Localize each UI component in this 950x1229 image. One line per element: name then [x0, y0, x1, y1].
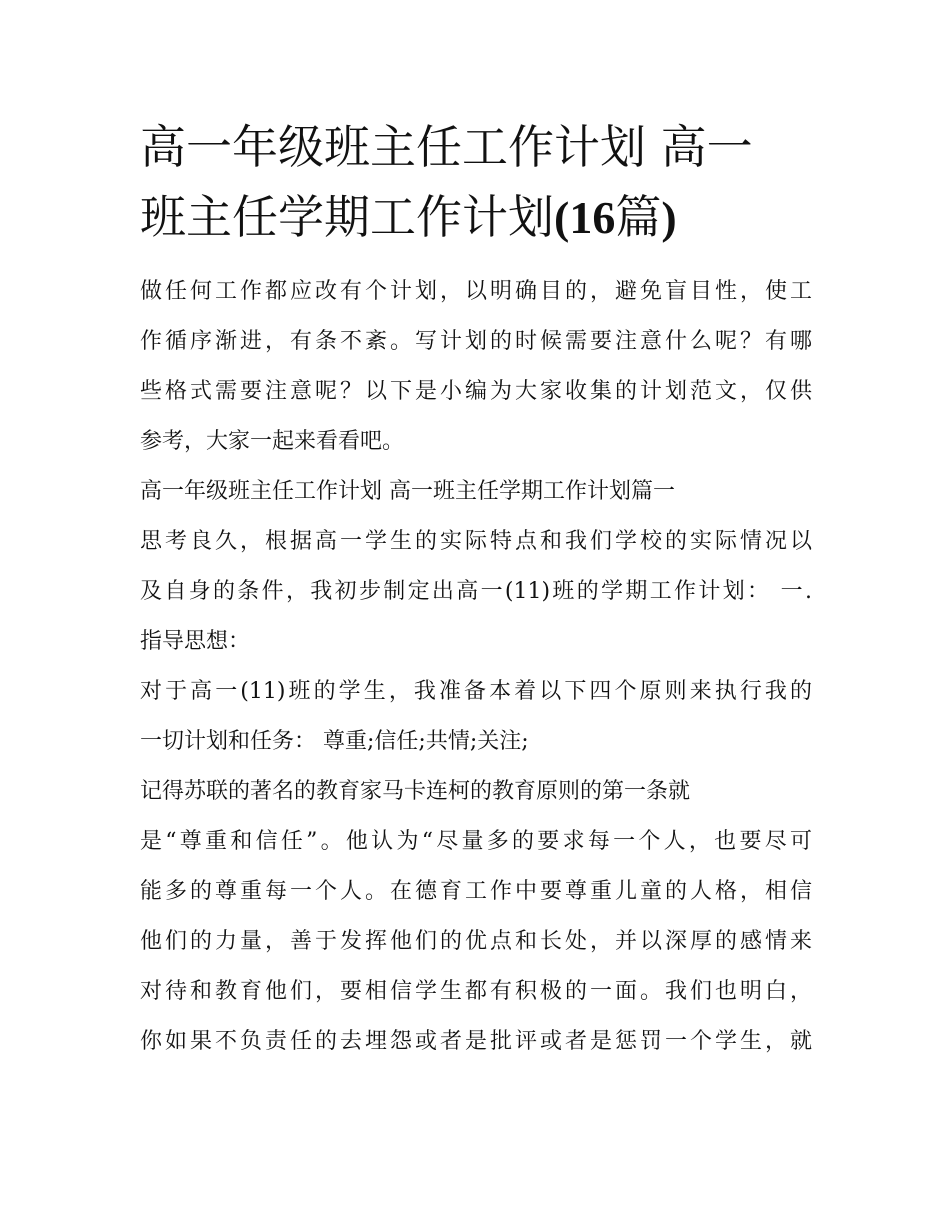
paragraph-line: 你如果不负责任的去埋怨或者是批评或者是惩罚一个学生，就	[140, 1029, 812, 1054]
title-line-1: 高一年级班主任工作计划 高一	[140, 120, 753, 174]
paragraph-2	[140, 667, 812, 767]
paragraph-line: 记得苏联的著名的教育家马卡连柯的教育原则的第一条就	[140, 779, 691, 804]
title-count-unit: 篇	[615, 190, 662, 244]
title-line-2-text: 班主任学期工作计划	[140, 190, 554, 244]
intro-line: 些格式需要注意呢？以下是小编为大家收集的计划范文，仅供	[140, 379, 812, 404]
intro-line: 做任何工作都应改有个计划，以明确目的，避免盲目性，使工	[140, 279, 812, 304]
section-heading: 高一年级班主任工作计划 高一班主任学期工作计划篇一	[140, 479, 675, 504]
paragraph-line: 对于高一(11)班的学生，我准备本着以下四个原则来执行我的	[140, 679, 812, 704]
paragraph-line: 思考良久，根据高一学生的实际特点和我们学校的实际情况以	[140, 529, 812, 554]
paragraph-line: 指导思想：	[140, 629, 251, 654]
document-title	[140, 112, 812, 253]
intro-line: 作循序渐进，有条不紊。写计划的时候需要注意什么呢？有哪	[140, 329, 812, 354]
intro-paragraph	[140, 267, 812, 467]
paragraph-line: 及自身的条件，我初步制定出高一(11)班的学期工作计划： 一.	[140, 579, 812, 604]
title-count-open: (16	[554, 192, 616, 243]
title-count-close: )	[661, 192, 677, 243]
paragraph-line: 能多的尊重每一个人。在德育工作中要尊重儿童的人格，相信	[140, 879, 812, 904]
paragraph-line: 是“尊重和信任”。他认为“尽量多的要求每一个人，也要尽可	[140, 829, 812, 854]
title-line-2	[140, 182, 812, 253]
paragraph-3	[140, 767, 812, 1067]
paragraph-line: 他们的力量，善于发挥他们的优点和长处，并以深厚的感情来	[140, 929, 812, 954]
paragraph-line: 一切计划和任务： 尊重;信任;共情;关注;	[140, 729, 529, 754]
paragraph-1	[140, 517, 812, 667]
paragraph-line: 对待和教育他们，要相信学生都有积极的一面。我们也明白，	[140, 979, 812, 1004]
document-page	[140, 112, 812, 1067]
intro-line: 参考，大家一起来看看吧。	[140, 429, 405, 454]
